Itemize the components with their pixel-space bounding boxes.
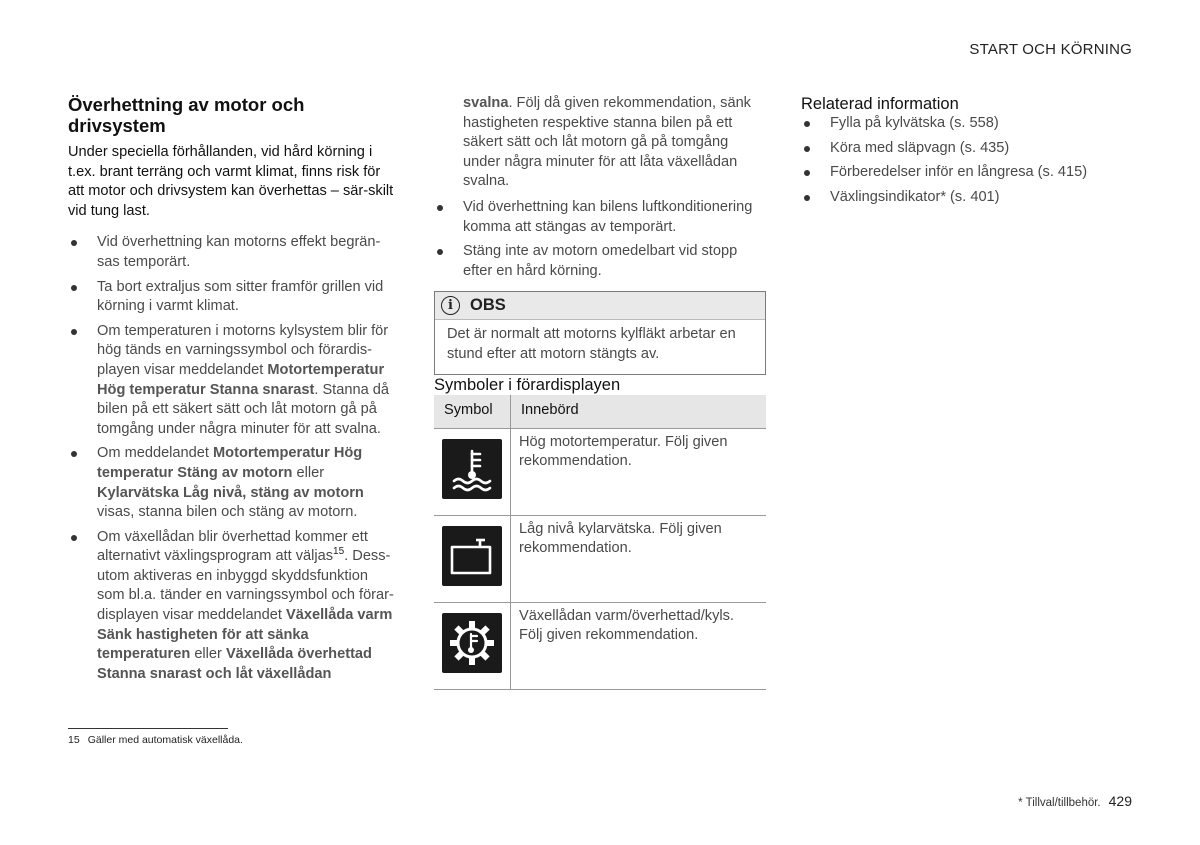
bullet-icon xyxy=(804,146,810,152)
related-link[interactable]: Fylla på kylvätska (s. 558) xyxy=(801,114,1131,134)
page-footer xyxy=(1018,792,1132,814)
list-item: Stäng inte av motorn omedelbart vid stopp efter en hård körning. xyxy=(434,242,766,281)
footnote-number: 15 xyxy=(68,734,80,746)
list-item: Ta bort extraljus som sitter framför grillen vid körning i varmt klimat. xyxy=(68,278,398,317)
bullet-icon xyxy=(437,249,443,255)
accessory-note: * Tillval/tillbehör. xyxy=(1018,797,1101,809)
coolant-level-icon xyxy=(442,526,502,586)
intro-paragraph: Under speciella förhållanden, vid hård körning i t.ex. brant terräng och varmt klimat, finns risk för att motor och drivsystem kan överhettas – sär-skilt vid tung last. xyxy=(68,144,394,219)
table-row xyxy=(434,428,766,515)
column-middle xyxy=(434,94,766,690)
engine-temperature-icon xyxy=(442,439,502,499)
table-row xyxy=(434,602,766,689)
column-header-meaning: Innebörd xyxy=(511,395,767,429)
note-label: OBS xyxy=(470,296,506,315)
list-item: Vid överhettning kan bilens luftkonditionering komma att stängas av temporärt. xyxy=(434,198,766,237)
note-body: Det är normalt att motorns kylfläkt arbetar en stund efter att motorn stängts av. xyxy=(447,326,736,362)
list-item: Vid överhettning kan motorns effekt begrän-sas temporärt. xyxy=(68,233,398,272)
column-header-symbol: Symbol xyxy=(434,395,511,429)
display-message: Motortemperatur Hög temperatur Stäng av motorn xyxy=(97,445,363,481)
list-item: Om växellådan blir överhettad kommer ett alternativt växlingsprogram att väljas$^{15}$. Dess-utom aktiveras en inbyggd skyddsfunktion som bl.a. tänder en varningssymbol och förar-displayen visar meddelandet Växellåda varm Sänk hastigheten för att sänka temperaturen eller Växellåda överhettad Stanna snarast och låt växellådan xyxy=(68,528,398,685)
table-row xyxy=(434,515,766,602)
footnote-divider xyxy=(68,728,228,729)
related-link[interactable]: Förberedelser inför en långresa (s. 415) xyxy=(801,163,1131,183)
bullet-icon xyxy=(71,240,77,246)
symbols-table xyxy=(434,395,766,690)
related-title: Relaterad information xyxy=(801,95,959,113)
display-message: svalna xyxy=(463,95,509,111)
display-message: Kylarvätska Låg nivå, stäng av motorn xyxy=(97,484,364,501)
running-head: START OCH KÖRNING xyxy=(969,41,1132,58)
transmission-temperature-icon xyxy=(442,613,502,673)
symbols-title: Symboler i förardisplayen xyxy=(434,375,621,394)
display-message: Växellåda varm Sänk hastigheten för att sänka temperaturen xyxy=(97,607,393,663)
table-header-row xyxy=(434,395,766,429)
bullet-icon xyxy=(71,535,77,541)
related-list xyxy=(801,114,1131,207)
note-box xyxy=(434,291,766,374)
list-item-continuation: svalna. Följ då given rekommendation, sänk hastigheten respektive stanna bilen på ett säkert sätt och låt motorn gå på tomgång under några minuter för att låta växellådan svalna. xyxy=(463,95,751,190)
symbol-meaning: Växellådan varm/överhettad/kyls. Följ given rekommendation. xyxy=(511,602,767,689)
display-message: Växellåda överhettad Stanna snarast och låt växellådan xyxy=(97,646,372,682)
bullet-icon xyxy=(437,205,443,211)
page-number: 429 xyxy=(1108,793,1132,809)
column-right xyxy=(801,94,1131,212)
bullet-icon xyxy=(71,329,77,335)
bullet-icon xyxy=(71,285,77,291)
bullet-icon xyxy=(71,451,77,457)
bullet-icon xyxy=(804,195,810,201)
list-item: Om meddelandet Motortemperatur Hög temperatur Stäng av motorn eller Kylarvätska Låg nivå, stäng av motorn visas, stanna bilen och stäng av motorn. xyxy=(68,444,398,522)
related-link[interactable]: Växlingsindikator* (s. 401) xyxy=(801,188,1131,208)
bullet-list xyxy=(434,198,766,281)
bullet-icon xyxy=(804,121,810,127)
footnote-ref[interactable]: 15 xyxy=(333,546,345,558)
display-message: Motortemperatur Hög temperatur Stanna snarast xyxy=(97,361,385,398)
section-title: Överhettning av motor och drivsystem xyxy=(68,94,305,136)
symbol-meaning: Hög motortemperatur. Följ given rekommendation. xyxy=(511,428,767,515)
related-link[interactable]: Köra med släpvagn (s. 435) xyxy=(801,139,1131,159)
bullet-icon xyxy=(804,170,810,176)
symbol-meaning: Låg nivå kylarvätska. Följ given rekommendation. xyxy=(511,515,767,602)
list-item: Om temperaturen i motorns kylsystem blir för hög tänds en varningssymbol och förardis-playen visar meddelandet Motortemperatur Hög temperatur Stanna snarast. Stanna då bilen på ett säkert sätt och låt motorn gå på tomgång under några minuter för att svalna. xyxy=(68,322,398,440)
column-left xyxy=(68,94,398,689)
info-icon: i xyxy=(441,296,460,315)
note-header xyxy=(435,292,765,320)
bullet-list xyxy=(68,233,398,684)
footnote-text: Gäller med automatisk växellåda. xyxy=(87,734,243,746)
footnote xyxy=(68,734,243,747)
